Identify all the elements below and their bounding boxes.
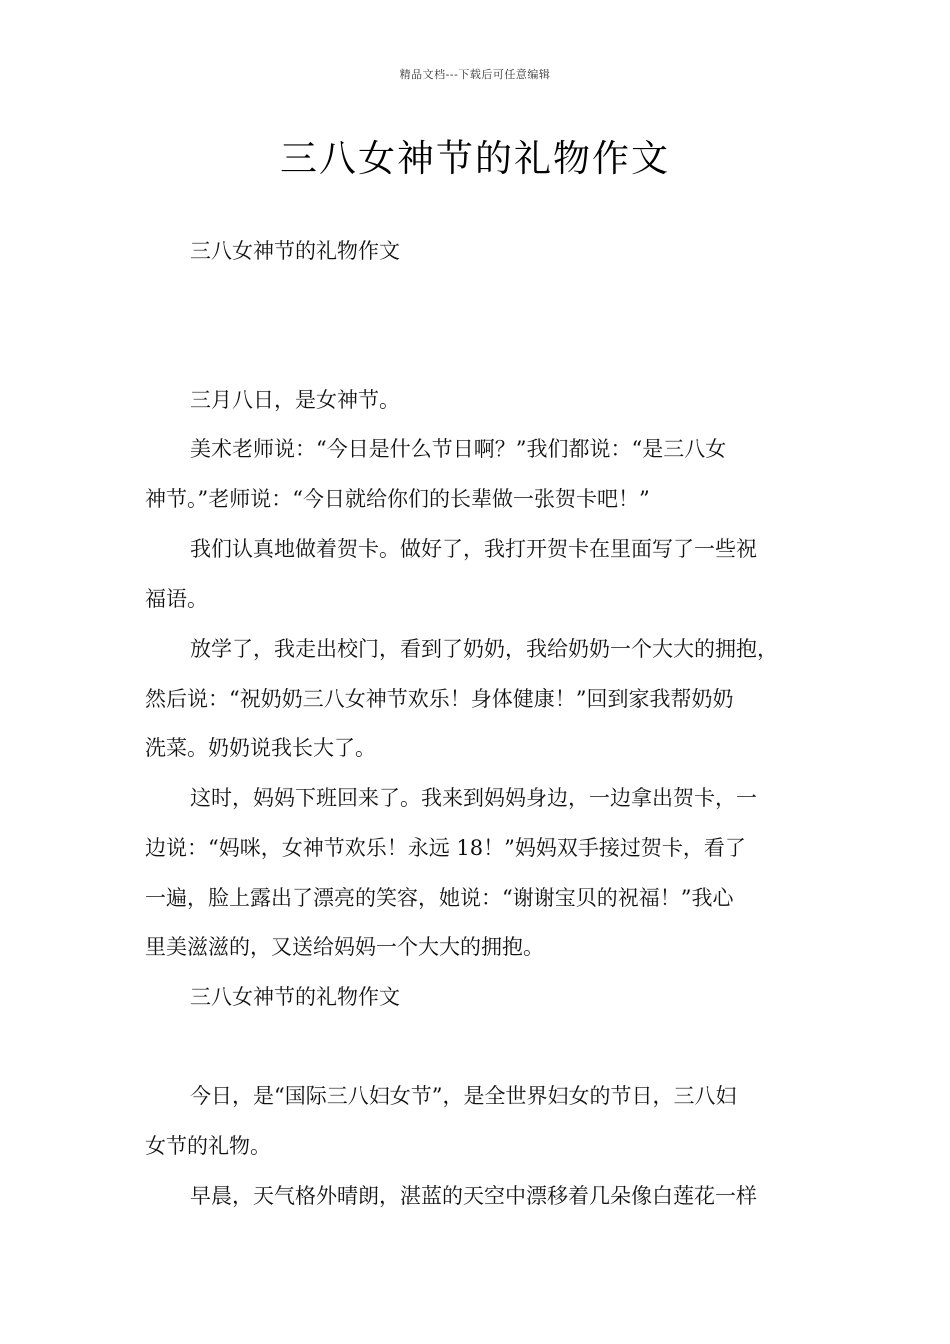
paragraph-line: 女节的礼物。 [145, 1134, 271, 1158]
paragraph-line: 三月八日，是女神节。 [190, 388, 400, 412]
paragraph-line: 这时，妈妈下班回来了。我来到妈妈身边，一边拿出贺卡，一 [190, 786, 757, 810]
paragraph-line: 美术老师说：“今日是什么节日啊？”我们都说：“是三八女 [190, 437, 727, 461]
paragraph-line: 边说：“妈咪，女神节欢乐！永远 18！”妈妈双手接过贺卡，看了 [145, 836, 746, 860]
paragraph-line: 今日，是“国际三八妇女节”，是全世界妇女的节日，三八妇 [190, 1084, 737, 1108]
paragraph-line: 然后说：“祝奶奶三八女神节欢乐！身体健康！”回到家我帮奶奶 [145, 687, 734, 711]
paragraph-line: 一遍，脸上露出了漂亮的笑容，她说：“谢谢宝贝的祝福！”我心 [145, 886, 734, 910]
paragraph-line: 放学了，我走出校门，看到了奶奶，我给奶奶一个大大的拥抱， [190, 637, 778, 661]
paragraph-line: 福语。 [145, 587, 208, 611]
paragraph-line: 里美滋滋的，又送给妈妈一个大大的拥抱。 [145, 935, 544, 959]
paragraph-line: 神节。”老师说：“今日就给你们的长辈做一张贺卡吧！” [145, 487, 650, 511]
header-note: 精品文档---下载后可任意编辑 [399, 68, 551, 81]
paragraph-line: 早晨，天气格外晴朗，湛蓝的天空中漂移着几朵像白莲花一样 [190, 1184, 757, 1208]
subtitle-line: 三八女神节的礼物作文 [190, 239, 400, 263]
paragraph-line: 洗菜。奶奶说我长大了。 [145, 736, 376, 760]
page-title: 三八女神节的礼物作文 [280, 137, 670, 180]
section-heading-line: 三八女神节的礼物作文 [190, 985, 400, 1009]
paragraph-line: 我们认真地做着贺卡。做好了，我打开贺卡在里面写了一些祝 [190, 537, 757, 561]
